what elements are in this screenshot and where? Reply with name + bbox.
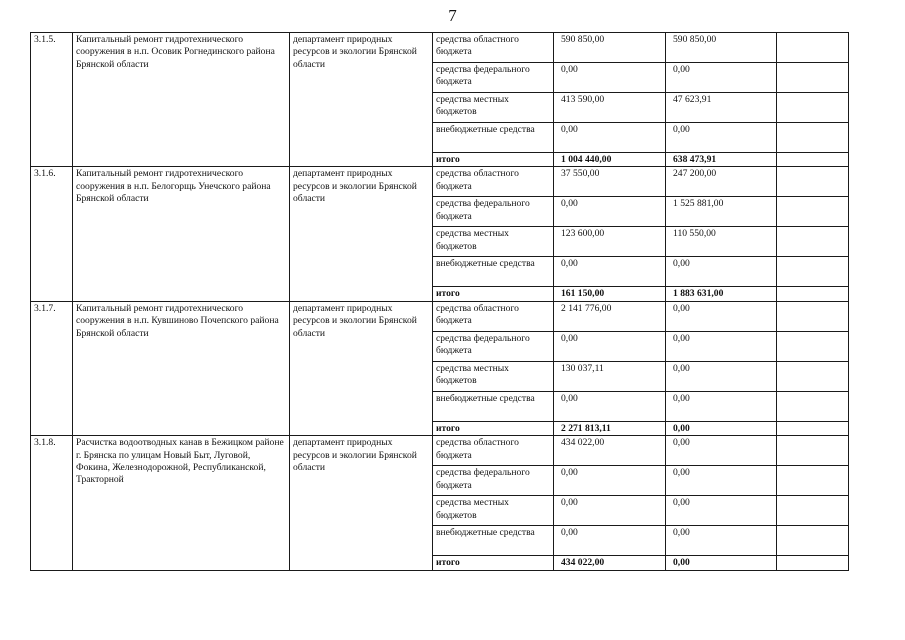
funding-value-2: 0,00 — [666, 301, 777, 331]
funding-value-2: 0,00 — [666, 361, 777, 391]
empty-cell — [777, 496, 849, 526]
funding-value-2: 1 525 881,00 — [666, 197, 777, 227]
empty-cell — [777, 287, 849, 301]
table-row — [31, 301, 849, 331]
item-department: департамент природных ресурсов и экологии Брянской области — [290, 301, 433, 435]
funding-value-1: 0,00 — [554, 123, 666, 153]
table-row — [31, 33, 849, 63]
funding-source: средства местных бюджетов — [433, 93, 554, 123]
funding-source: внебюджетные средства — [433, 391, 554, 421]
funding-value-2: 0,00 — [666, 257, 777, 287]
funding-value-2: 0,00 — [666, 466, 777, 496]
funding-value-2: 247 200,00 — [666, 167, 777, 197]
item-name: Капитальный ремонт гидротехнического сооружения в н.п. Кувшиново Почепского района Брянской области — [73, 301, 290, 435]
funding-value-2: 0,00 — [666, 331, 777, 361]
empty-cell — [777, 153, 849, 167]
funding-source: внебюджетные средства — [433, 526, 554, 556]
total-label: итого — [433, 153, 554, 167]
funding-value-2: 0,00 — [666, 496, 777, 526]
empty-cell — [777, 257, 849, 287]
item-department: департамент природных ресурсов и экологии Брянской области — [290, 436, 433, 570]
total-value-2: 0,00 — [666, 421, 777, 435]
funding-value-1: 130 037,11 — [554, 361, 666, 391]
total-label: итого — [433, 287, 554, 301]
total-value-1: 2 271 813,11 — [554, 421, 666, 435]
total-label: итого — [433, 421, 554, 435]
funding-value-1: 0,00 — [554, 331, 666, 361]
budget-table — [30, 32, 849, 571]
funding-value-1: 0,00 — [554, 526, 666, 556]
empty-cell — [777, 421, 849, 435]
funding-value-1: 413 590,00 — [554, 93, 666, 123]
funding-value-1: 590 850,00 — [554, 33, 666, 63]
empty-cell — [777, 436, 849, 466]
table-row — [31, 436, 849, 466]
total-value-2: 1 883 631,00 — [666, 287, 777, 301]
empty-cell — [777, 391, 849, 421]
funding-source: средства областного бюджета — [433, 436, 554, 466]
empty-cell — [777, 556, 849, 570]
funding-source: средства местных бюджетов — [433, 496, 554, 526]
funding-source: средства федерального бюджета — [433, 63, 554, 93]
funding-value-2: 0,00 — [666, 391, 777, 421]
total-value-1: 434 022,00 — [554, 556, 666, 570]
funding-source: средства областного бюджета — [433, 33, 554, 63]
funding-value-2: 590 850,00 — [666, 33, 777, 63]
item-number: 3.1.5. — [31, 33, 73, 167]
empty-cell — [777, 526, 849, 556]
total-value-2: 0,00 — [666, 556, 777, 570]
empty-cell — [777, 63, 849, 93]
funding-value-2: 110 550,00 — [666, 227, 777, 257]
funding-value-1: 0,00 — [554, 63, 666, 93]
funding-value-1: 0,00 — [554, 391, 666, 421]
empty-cell — [777, 227, 849, 257]
empty-cell — [777, 331, 849, 361]
funding-value-1: 0,00 — [554, 197, 666, 227]
funding-value-1: 434 022,00 — [554, 436, 666, 466]
funding-source: средства федерального бюджета — [433, 466, 554, 496]
empty-cell — [777, 93, 849, 123]
funding-source: средства федерального бюджета — [433, 197, 554, 227]
funding-source: средства местных бюджетов — [433, 361, 554, 391]
funding-value-2: 0,00 — [666, 436, 777, 466]
funding-value-1: 0,00 — [554, 466, 666, 496]
funding-value-2: 0,00 — [666, 123, 777, 153]
funding-value-1: 123 600,00 — [554, 227, 666, 257]
funding-source: внебюджетные средства — [433, 123, 554, 153]
funding-value-2: 0,00 — [666, 63, 777, 93]
total-value-1: 161 150,00 — [554, 287, 666, 301]
funding-source: средства федерального бюджета — [433, 331, 554, 361]
item-number: 3.1.8. — [31, 436, 73, 570]
empty-cell — [777, 167, 849, 197]
item-name: Капитальный ремонт гидротехнического сооружения в н.п. Осовик Рогнединского района Брянской области — [73, 33, 290, 167]
empty-cell — [777, 301, 849, 331]
page-number: 7 — [448, 6, 457, 25]
funding-value-1: 0,00 — [554, 257, 666, 287]
total-value-2: 638 473,91 — [666, 153, 777, 167]
empty-cell — [777, 361, 849, 391]
empty-cell — [777, 197, 849, 227]
total-value-1: 1 004 440,00 — [554, 153, 666, 167]
funding-source: средства местных бюджетов — [433, 227, 554, 257]
funding-value-1: 2 141 776,00 — [554, 301, 666, 331]
funding-value-2: 47 623,91 — [666, 93, 777, 123]
funding-source: средства областного бюджета — [433, 167, 554, 197]
item-name: Капитальный ремонт гидротехнического сооружения в н.п. Белогорщь Унечского района Брянской области — [73, 167, 290, 301]
item-department: департамент природных ресурсов и экологии Брянской области — [290, 33, 433, 167]
funding-source: средства областного бюджета — [433, 301, 554, 331]
empty-cell — [777, 123, 849, 153]
funding-value-1: 0,00 — [554, 496, 666, 526]
funding-value-2: 0,00 — [666, 526, 777, 556]
item-number: 3.1.6. — [31, 167, 73, 301]
funding-source: внебюджетные средства — [433, 257, 554, 287]
item-number: 3.1.7. — [31, 301, 73, 435]
item-name: Расчистка водоотводных канав в Бежицком районе г. Брянска по улицам Новый Быт, Луговой, Фокина, Железнодорожной, Республиканской, Тракторной — [73, 436, 290, 570]
table-row — [31, 167, 849, 197]
item-department: департамент природных ресурсов и экологии Брянской области — [290, 167, 433, 301]
empty-cell — [777, 33, 849, 63]
empty-cell — [777, 466, 849, 496]
funding-value-1: 37 550,00 — [554, 167, 666, 197]
total-label: итого — [433, 556, 554, 570]
